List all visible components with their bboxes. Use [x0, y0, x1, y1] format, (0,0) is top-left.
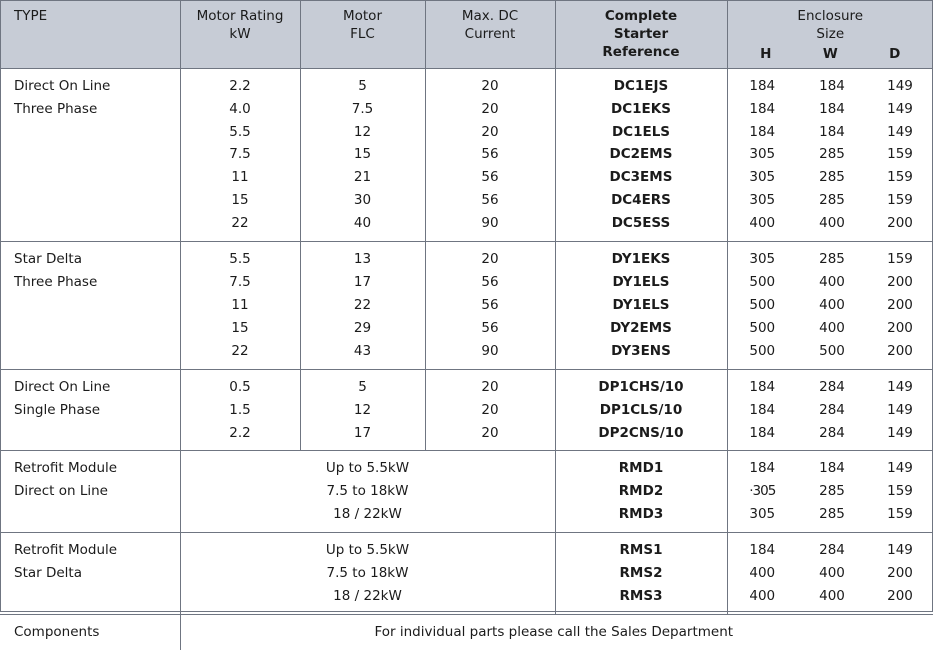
table-row: [0, 271, 933, 294]
cell-w: 184: [819, 100, 845, 117]
cell-d: 200: [887, 319, 913, 336]
cell-h: 184: [727, 369, 797, 398]
table-row: [0, 68, 933, 97]
cell-kw: 7.5: [180, 271, 300, 294]
table-row: [0, 480, 933, 503]
cell-h: 184: [727, 68, 797, 97]
cell-reference: DY3ENS: [555, 340, 727, 369]
cell-h: 500: [727, 317, 797, 340]
cell-h: 184: [727, 121, 797, 144]
cell-d: 149: [887, 424, 913, 441]
cell-d: 200: [887, 588, 913, 605]
header-type: TYPE: [0, 0, 180, 68]
cell-d: 159: [887, 169, 913, 186]
row-type-label: [0, 121, 180, 144]
row-type-label: [0, 212, 180, 241]
table-row: [0, 399, 933, 422]
row-type-label: Retrofit Module: [0, 533, 180, 562]
cell-reference: DC5ESS: [555, 212, 727, 241]
cell-flc: 15: [300, 143, 425, 166]
header-enclosure-d: D: [889, 46, 901, 63]
cell-w: 184: [797, 451, 867, 480]
cell-w: 284: [797, 533, 867, 562]
row-type-label: Three Phase: [14, 100, 98, 117]
table-row: [0, 585, 933, 614]
table-row: [0, 242, 933, 271]
cell-reference: DC1ELS: [555, 121, 727, 144]
cell-h: 400: [727, 562, 797, 585]
cell-flc: 29: [300, 317, 425, 340]
cell-dc: 56: [425, 143, 555, 166]
cell-kw: 1.5: [180, 399, 300, 422]
cell-w: 284: [819, 424, 845, 441]
cell-dc: 20: [425, 369, 555, 398]
cell-h: 184: [727, 422, 797, 451]
table-row: [0, 422, 933, 451]
header-max-dc-current: Max. DC Current: [425, 0, 555, 68]
cell-w: 285: [819, 146, 845, 163]
cell-h: 500: [727, 294, 797, 317]
header-enclosure-h: H: [760, 46, 772, 63]
cell-reference: DY1ELS: [555, 294, 727, 317]
cell-kw: 15: [180, 189, 300, 212]
cell-reference: DY2EMS: [555, 317, 727, 340]
components-note: For individual parts please call the Sales Department: [180, 615, 933, 650]
cell-w: 400: [819, 565, 845, 582]
row-type-label: Three Phase: [14, 274, 98, 291]
cell-flc: 7.5: [300, 98, 425, 121]
cell-h: 500: [727, 340, 797, 369]
row-type-label: [0, 503, 180, 532]
cell-reference: DP1CLS/10: [555, 399, 727, 422]
cell-reference: RMD2: [555, 480, 727, 503]
cell-dc: 20: [425, 399, 555, 422]
table-row: [0, 189, 933, 212]
row-type-label: [0, 166, 180, 189]
table-row: [0, 143, 933, 166]
cell-flc: 17: [300, 271, 425, 294]
cell-flc: 40: [300, 212, 425, 241]
row-type-label: [0, 294, 180, 317]
table-row: [0, 121, 933, 144]
cell-reference: RMD3: [555, 503, 727, 532]
cell-dc: 56: [425, 271, 555, 294]
cell-dc: 56: [425, 317, 555, 340]
cell-d: 159: [887, 146, 913, 163]
cell-d: 159: [867, 242, 933, 271]
row-type-label: Retrofit Module: [0, 451, 180, 480]
cell-dc: 56: [425, 166, 555, 189]
cell-kw: 7.5: [180, 143, 300, 166]
cell-flc: 30: [300, 189, 425, 212]
cell-kw: 22: [180, 340, 300, 369]
cell-kw: 15: [180, 317, 300, 340]
cell-h: 184: [727, 98, 797, 121]
cell-flc: 12: [300, 399, 425, 422]
cell-range-label: Up to 5.5kW: [180, 533, 555, 562]
cell-w: 400: [819, 274, 845, 291]
row-type-label: [0, 317, 180, 340]
cell-reference: DC3EMS: [555, 166, 727, 189]
cell-d: 149: [887, 123, 913, 140]
cell-h: ·305: [727, 480, 797, 503]
cell-reference: RMS3: [555, 585, 727, 614]
cell-h: 184: [727, 533, 797, 562]
header-enclosure-size: Enclosure Size H W D: [727, 0, 933, 68]
cell-d: 149: [887, 100, 913, 117]
row-type-label: Direct On Line: [0, 68, 180, 97]
cell-reference: DC1EJS: [555, 68, 727, 97]
table-row: [0, 166, 933, 189]
cell-flc: 12: [300, 121, 425, 144]
table-row: [0, 369, 933, 398]
cell-h: 305: [727, 166, 797, 189]
cell-dc: 56: [425, 294, 555, 317]
header-motor-rating: Motor Rating kW: [180, 0, 300, 68]
row-type-label: Single Phase: [14, 401, 101, 418]
cell-d: 159: [887, 483, 913, 500]
cell-reference: DY1ELS: [555, 271, 727, 294]
row-type-label: Direct on Line: [14, 483, 108, 500]
cell-w: 285: [819, 506, 845, 523]
row-type-label: [0, 143, 180, 166]
cell-w: 400: [819, 319, 845, 336]
cell-dc: 20: [425, 68, 555, 97]
header-row: [0, 0, 933, 68]
table-header: [0, 0, 933, 68]
cell-w: 285: [819, 483, 845, 500]
cell-w: 284: [819, 401, 845, 418]
table-row: [0, 98, 933, 121]
cell-d: 159: [887, 192, 913, 209]
cell-w: 400: [819, 296, 845, 313]
cell-h: 184: [727, 451, 797, 480]
row-type-label: Components: [0, 615, 180, 650]
cell-flc: 5: [300, 68, 425, 97]
table-row: [0, 212, 933, 241]
cell-w: 400: [819, 215, 845, 232]
cell-dc: 90: [425, 340, 555, 369]
table-row: [0, 340, 933, 369]
cell-dc: 20: [425, 422, 555, 451]
cell-w: 400: [819, 588, 845, 605]
cell-dc: 20: [425, 121, 555, 144]
cell-kw: 2.2: [180, 68, 300, 97]
cell-dc: 20: [425, 242, 555, 271]
cell-flc: 22: [300, 294, 425, 317]
cell-flc: 21: [300, 166, 425, 189]
cell-dc: 20: [425, 98, 555, 121]
cell-kw: 0.5: [180, 369, 300, 398]
row-type-label: [0, 189, 180, 212]
cell-dc: 90: [425, 212, 555, 241]
cell-kw: 11: [180, 166, 300, 189]
cell-kw: 2.2: [180, 422, 300, 451]
cell-h: 305: [727, 503, 797, 532]
header-motor-flc: Motor FLC: [300, 0, 425, 68]
cell-w: 284: [797, 369, 867, 398]
cell-d: 149: [887, 401, 913, 418]
cell-kw: 5.5: [180, 121, 300, 144]
cell-d: 200: [887, 342, 913, 359]
row-type-label: Star Delta: [0, 242, 180, 271]
table-row: [0, 533, 933, 562]
cell-reference: RMS1: [555, 533, 727, 562]
cell-reference: DC2EMS: [555, 143, 727, 166]
cell-w: 184: [797, 68, 867, 97]
cell-w: 285: [797, 242, 867, 271]
cell-dc: 56: [425, 189, 555, 212]
header-starter-reference: Complete Starter Reference: [555, 0, 727, 68]
cell-reference: RMS2: [555, 562, 727, 585]
cell-flc: 5: [300, 369, 425, 398]
row-type-label: [0, 585, 180, 614]
table-row-components: [0, 615, 933, 650]
cell-w: 285: [819, 192, 845, 209]
table-body: [0, 68, 933, 650]
cell-kw: 11: [180, 294, 300, 317]
cell-reference: DC4ERS: [555, 189, 727, 212]
row-type-label: Star Delta: [14, 565, 82, 582]
cell-h: 400: [727, 585, 797, 614]
table-row: [0, 562, 933, 585]
cell-reference: DC1EKS: [555, 98, 727, 121]
cell-d: 200: [887, 565, 913, 582]
cell-w: 285: [819, 169, 845, 186]
cell-h: 305: [727, 189, 797, 212]
cell-range-label: 18 / 22kW: [180, 585, 555, 614]
cell-kw: 22: [180, 212, 300, 241]
row-type-label: [0, 340, 180, 369]
row-type-label: Direct On Line: [0, 369, 180, 398]
cell-flc: 13: [300, 242, 425, 271]
cell-d: 149: [867, 451, 933, 480]
cell-reference: DP2CNS/10: [555, 422, 727, 451]
cell-h: 305: [727, 143, 797, 166]
cell-range-label: Up to 5.5kW: [180, 451, 555, 480]
table-row: [0, 451, 933, 480]
cell-flc: 17: [300, 422, 425, 451]
cell-d: 149: [867, 68, 933, 97]
row-type-label: [0, 422, 180, 451]
table-row: [0, 503, 933, 532]
header-enclosure-w: W: [822, 46, 838, 63]
cell-d: 159: [887, 506, 913, 523]
cell-h: 305: [727, 242, 797, 271]
cell-h: 400: [727, 212, 797, 241]
cell-h: 184: [727, 399, 797, 422]
cell-d: 200: [887, 215, 913, 232]
table-row: [0, 317, 933, 340]
cell-d: 200: [887, 274, 913, 291]
cell-d: 149: [867, 369, 933, 398]
cell-flc: 43: [300, 340, 425, 369]
table-row: [0, 294, 933, 317]
cell-w: 184: [819, 123, 845, 140]
cell-d: 200: [887, 296, 913, 313]
cell-w: 500: [819, 342, 845, 359]
cell-range-label: 7.5 to 18kW: [180, 562, 555, 585]
cell-kw: 5.5: [180, 242, 300, 271]
cell-range-label: 7.5 to 18kW: [180, 480, 555, 503]
cell-reference: DP1CHS/10: [555, 369, 727, 398]
cell-reference: DY1EKS: [555, 242, 727, 271]
cell-d: 149: [867, 533, 933, 562]
cell-h: 500: [727, 271, 797, 294]
cell-reference: RMD1: [555, 451, 727, 480]
cell-range-label: 18 / 22kW: [180, 503, 555, 532]
cell-kw: 4.0: [180, 98, 300, 121]
